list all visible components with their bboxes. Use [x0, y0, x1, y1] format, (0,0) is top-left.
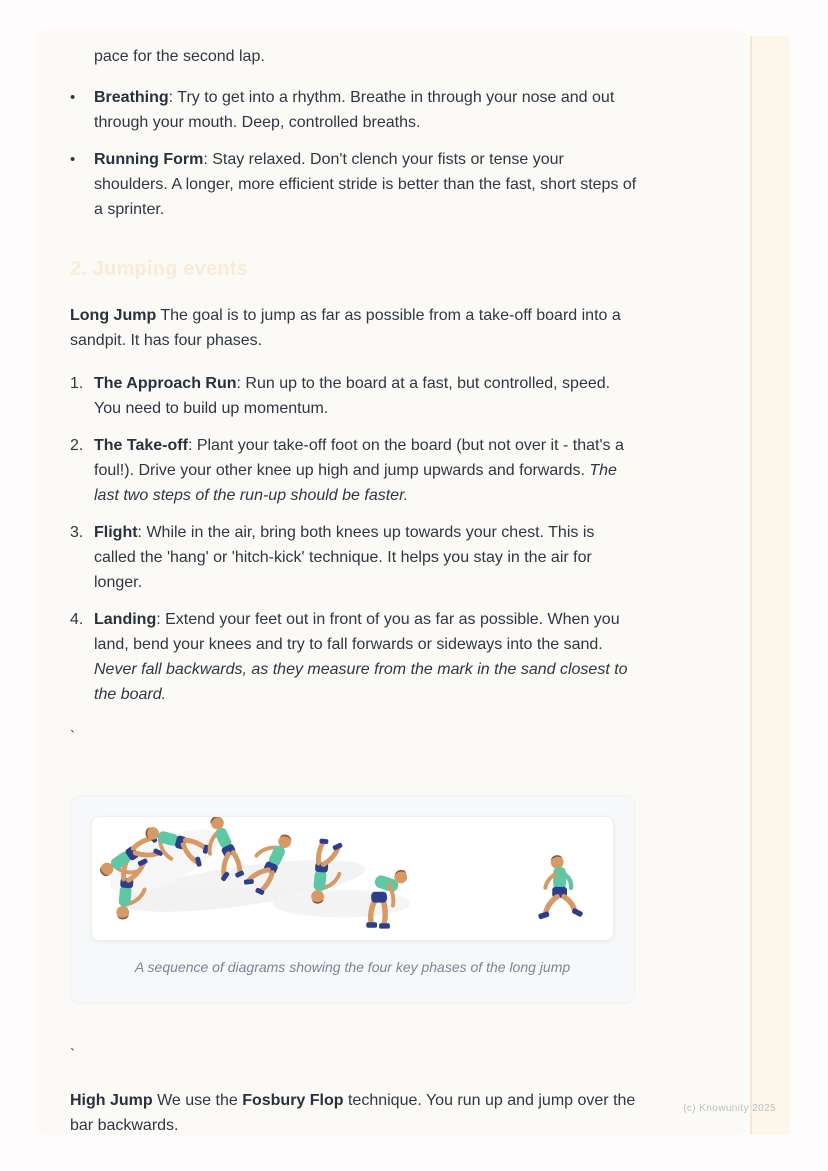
list-item-text	[94, 607, 638, 707]
stray-backtick: `	[70, 728, 75, 745]
bullet-list	[70, 85, 638, 222]
italic-note: The last two steps of the run-up should be faster.	[94, 462, 617, 504]
italic-note: Never fall backwards, as they measure from the mark in the sand closest to the board.	[94, 661, 628, 703]
item-body-text: : While in the air, bring both knees up towards your chest. This is called the 'hang' or 'hitch-kick' technique. It helps you stay in the air for longer.	[94, 524, 595, 591]
list-item	[70, 85, 638, 135]
bold-term: Flight	[94, 524, 138, 541]
figure-caption: A sequence of diagrams showing the four key phases of the long jump	[134, 959, 571, 975]
long-jump-illustration[interactable]	[91, 816, 614, 941]
figure-block	[70, 795, 635, 1004]
list-item-text	[94, 85, 638, 135]
number-marker: 3.	[70, 524, 84, 541]
number-marker: 4.	[70, 611, 84, 628]
list-item-text	[94, 433, 638, 508]
item-body-text: : Stay relaxed. Don't clench your fists or tense your shoulders. A longer, more efficient stride is better than the fast, short steps of a sprinter.	[94, 151, 637, 218]
item-body-text: : Plant your take-off foot on the board (but not over it - that's a foul!). Drive your other knee up high and jump upwards and forwards.	[94, 437, 624, 479]
list-item-text	[94, 371, 638, 421]
bold-term: The Approach Run	[94, 375, 237, 392]
bold-term: The Take-off	[94, 437, 188, 454]
paragraph-text: We use the	[152, 1092, 243, 1109]
bold-term: Running Form	[94, 151, 204, 168]
paragraph-text: technique. You run up and jump over the bar backwards.	[70, 1092, 636, 1134]
bullet-marker: •	[70, 151, 76, 168]
high-jump-paragraph	[70, 1088, 638, 1138]
list-item	[70, 520, 638, 595]
bold-term: High Jump	[70, 1092, 153, 1109]
item-body-text: : Run up to the board at a fast, but controlled, speed. You need to build up momentum.	[94, 375, 611, 417]
long-jump-sequence-graphic	[92, 817, 613, 940]
copyright-watermark: (c) Knowunity 2025	[683, 1103, 776, 1114]
bold-term: Fosbury Flop	[242, 1092, 344, 1109]
section-heading: 2. Jumping events	[70, 258, 248, 280]
number-marker: 1.	[70, 375, 84, 392]
bold-term: Breathing	[94, 89, 169, 106]
list-item	[70, 607, 638, 707]
document-content	[70, 44, 638, 1138]
document-page	[36, 30, 748, 1135]
list-item-text	[94, 147, 638, 222]
paragraph-text: The goal is to jump as far as possible from a take-off board into a sandpit. It has four phases.	[70, 307, 621, 349]
item-body-text: : Try to get into a rhythm. Breathe in through your nose and out through your mouth. Deep, controlled breaths.	[94, 89, 615, 131]
long-jump-intro-paragraph	[70, 303, 638, 353]
list-item	[70, 371, 638, 421]
page-edge-accent	[750, 36, 790, 1135]
item-body-text: : Extend your feet out in front of you as far as possible. When you land, bend your knees and try to fall forwards or sideways into the sand.	[94, 611, 620, 653]
bold-term: Landing	[94, 611, 157, 628]
bold-term: Long Jump	[70, 307, 157, 324]
number-marker: 2.	[70, 437, 84, 454]
list-item	[70, 433, 638, 508]
list-item-text	[94, 520, 638, 595]
bullet-marker: •	[70, 89, 76, 106]
paragraph-continuation: pace for the second lap.	[94, 48, 265, 65]
numbered-list	[70, 371, 638, 707]
stray-backtick: `	[70, 1046, 75, 1063]
list-item	[70, 147, 638, 222]
